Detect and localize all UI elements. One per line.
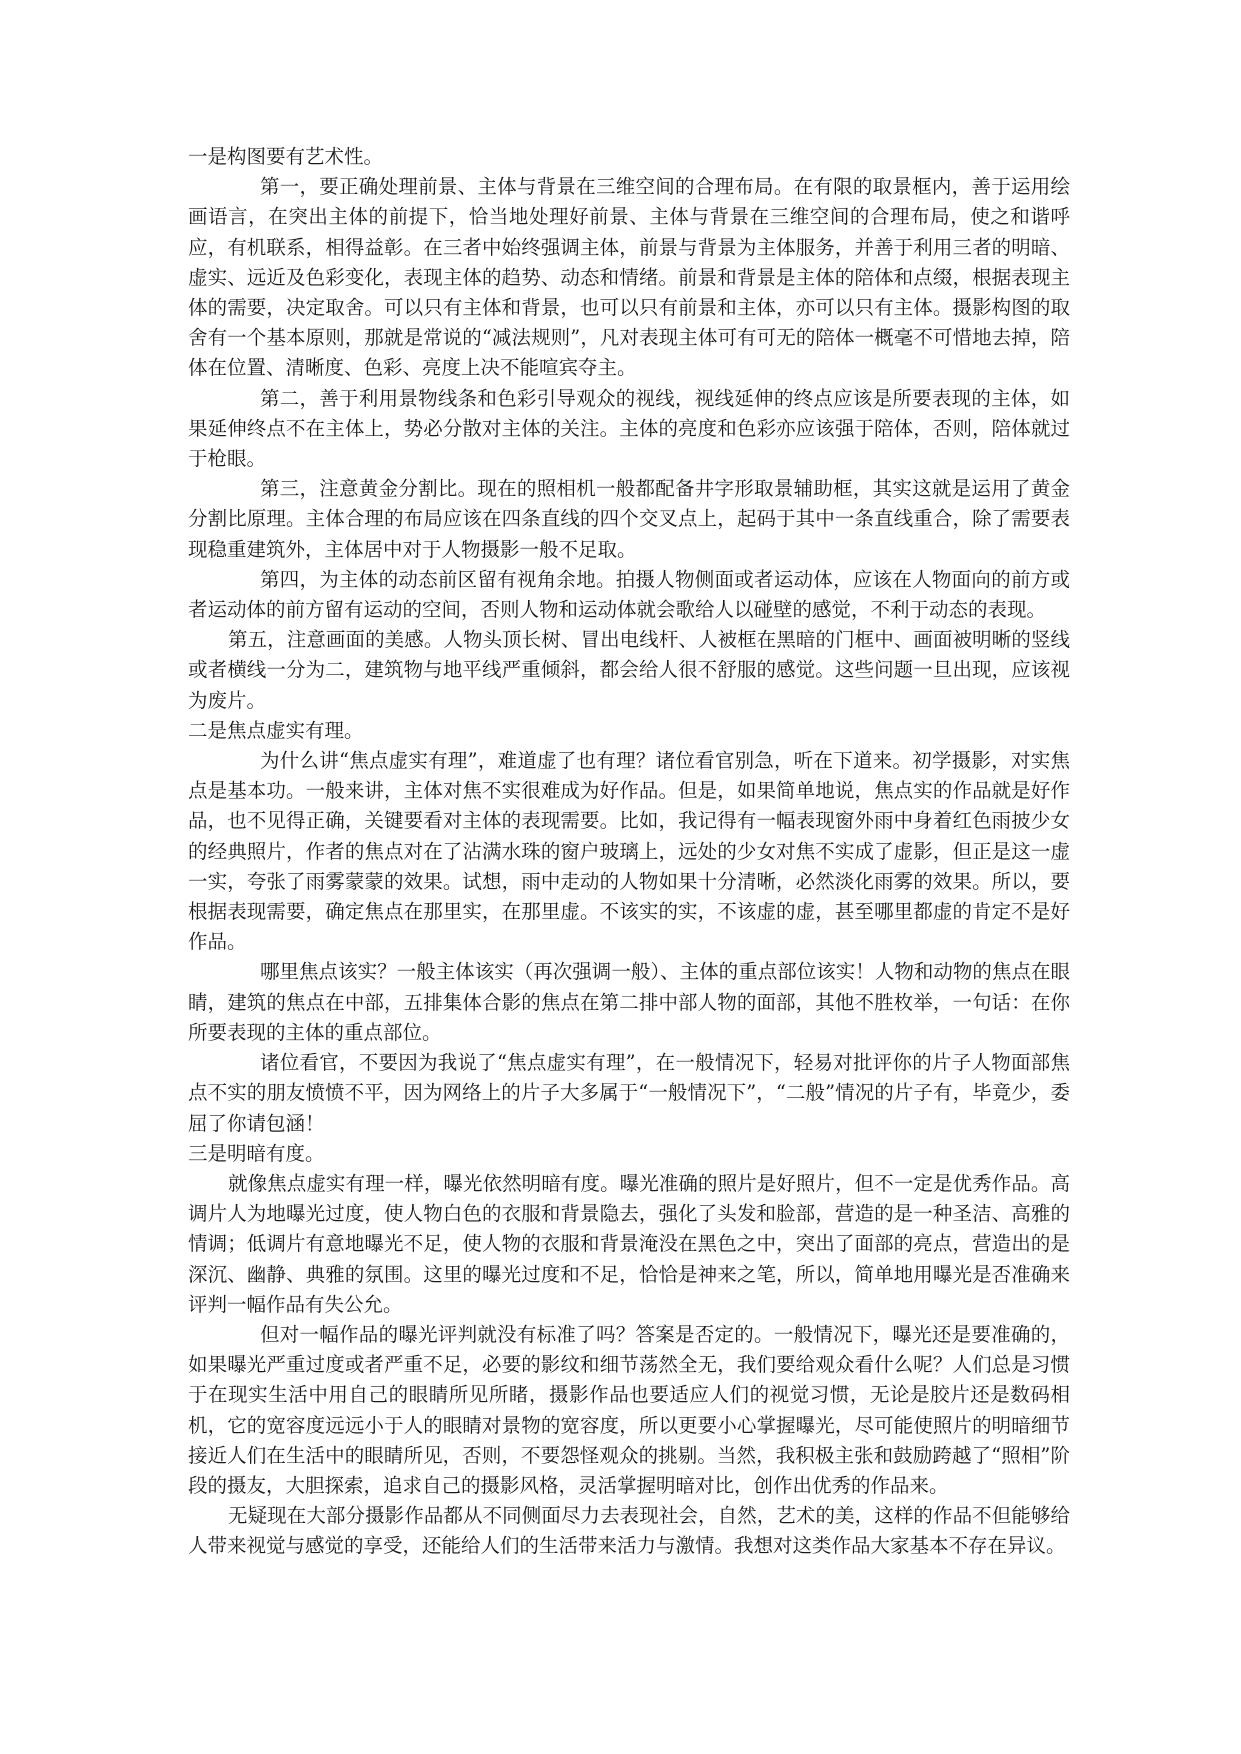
document-body	[188, 142, 1070, 1562]
paragraph-exposure-3: 无疑现在大部分摄影作品都从不同侧面尽力去表现社会，自然，艺术的美，这样的作品不但能够给人带来视觉与感觉的享受，还能给人们的生活带来活力与激情。我想对这类作品大家基本不存在异议。	[188, 1504, 1070, 1558]
paragraph-focus-1: 为什么讲“焦点虚实有理”，难道虚了也有理？诸位看官别急，听在下道来。初学摄影，对实焦点是基本功。一般来讲，主体对焦不实很难成为好作品。但是，如果简单地说，焦点实的作品就是好作品，也不见得正确，关键要看对主体的表现需要。比如，我记得有一幅表现窗外雨中身着红色雨披少女的经典照片，作者的焦点对在了沾满水珠的窗户玻璃上，远处的少女对焦不实成了虚影，但正是这一虚一实，夸张了雨雾蒙蒙的效果。试想，雨中走动的人物如果十分清晰，必然淡化雨雾的效果。所以，要根据表现需要，确定焦点在那里实，在那里虚。不该实的实，不该虚的虚，甚至哪里都虚的肯定不是好作品。	[188, 749, 1070, 954]
section-heading-composition: 一是构图要有艺术性。	[188, 145, 384, 168]
section-heading-focus: 二是焦点虚实有理。	[188, 718, 364, 742]
paragraph-composition-2: 第二，善于利用景物线条和色彩引导观众的视线，视线延伸的终点应该是所要表现的主体，如果延伸终点不在主体上，势必分散对主体的关注。主体的亮度和色彩亦应该强于陪体，否则，陪体就过于枪眼。	[188, 386, 1070, 471]
paragraph-composition-3: 第三，注意黄金分割比。现在的照相机一般都配备井字形取景辅助框，其实这就是运用了黄金分割比原理。主体合理的布局应该在四条直线的四个交叉点上，起码于其中一条直线重合，除了需要表现稳重建筑外，主体居中对于人物摄影一般不足取。	[188, 477, 1070, 561]
paragraph-exposure-2: 但对一幅作品的曝光评判就没有标准了吗？答案是否定的。一般情况下，曝光还是要准确的，如果曝光严重过度或者严重不足，必要的影纹和细节荡然全无，我们要给观众看什么呢？人们总是习惯于在现实生活中用自己的眼睛所见所睹，摄影作品也要适应人们的视觉习惯，无论是胶片还是数码相机，它的宽容度远远小于人的眼睛对景物的宽容度，所以更要小心掌握曝光，尽可能使照片的明暗细节接近人们在生活中的眼睛所见，否则，不要怨怪观众的挑剔。当然，我积极主张和鼓励跨越了“照相”阶段的摄友，大胆探索，追求自己的摄影风格，灵活掌握明暗对比，创作出优秀的作品来。	[188, 1322, 1070, 1497]
paragraph-focus-3: 诸位看官，不要因为我说了“焦点虚实有理”，在一般情况下，轻易对批评你的片子人物面部焦点不实的朋友愤愤不平，因为网络上的片子大多属于“一般情况下”，“二般”情况的片子有，毕竟少，委屈了你请包涵！	[188, 1051, 1070, 1135]
paragraph-composition-1: 第一，要正确处理前景、主体与背景在三维空间的合理布局。在有限的取景框内，善于运用绘画语言，在突出主体的前提下，恰当地处理好前景、主体与背景在三维空间的合理布局，使之和谐呼应，有机联系，相得益彰。在三者中始终强调主体，前景与背景为主体服务，并善于利用三者的明暗、虚实、远近及色彩变化，表现主体的趋势、动态和情绪。前景和背景是主体的陪体和点缀，根据表现主体的需要，决定取舍。可以只有主体和背景，也可以只有前景和主体，亦可以只有主体。摄影构图的取舍有一个基本原则，那就是常说的“减法规则”，凡对表现主体可有可无的陪体一概毫不可惜地去掉，陪体在位置、清晰度、色彩、亮度上决不能喧宾夺主。	[188, 175, 1070, 380]
section-heading-exposure: 三是明暗有度。	[188, 1141, 325, 1165]
paragraph-composition-4: 第四，为主体的动态前区留有视角余地。拍摄人物侧面或者运动体，应该在人物面向的前方或者运动体的前方留有运动的空间，否则人物和运动体就会歌给人以碰壁的感觉，不利于动态的表现。	[188, 567, 1070, 622]
paragraph-composition-5: 第五，注意画面的美感。人物头顶长树、冒出电线杆、人被框在黑暗的门框中、画面被明晰的竖线或者横线一分为二，建筑物与地平线严重倾斜，都会给人很不舒服的感觉。这些问题一旦出现，应该视为废片。	[188, 628, 1070, 712]
paragraph-focus-2: 哪里焦点该实？一般主体该实（再次强调一般）、主体的重点部位该实！人物和动物的焦点在眼睛，建筑的焦点在中部，五排集体合影的焦点在第二排中部人物的面部，其他不胜枚举，一句话：在你所要表现的主体的重点部位。	[188, 960, 1070, 1044]
paragraph-exposure-1: 就像焦点虚实有理一样，曝光依然明暗有度。曝光准确的照片是好照片，但不一定是优秀作品。高调片人为地曝光过度，使人物白色的衣服和背景隐去，强化了头发和脸部，营造的是一种圣洁、高雅的情调；低调片有意地曝光不足，使人物的衣服和背景淹没在黑色之中，突出了面部的亮点，营造出的是深沉、幽静、典雅的氛围。这里的曝光过度和不足，恰恰是神来之笔，所以，简单地用曝光是否准确来评判一幅作品有失公允。	[188, 1171, 1070, 1316]
